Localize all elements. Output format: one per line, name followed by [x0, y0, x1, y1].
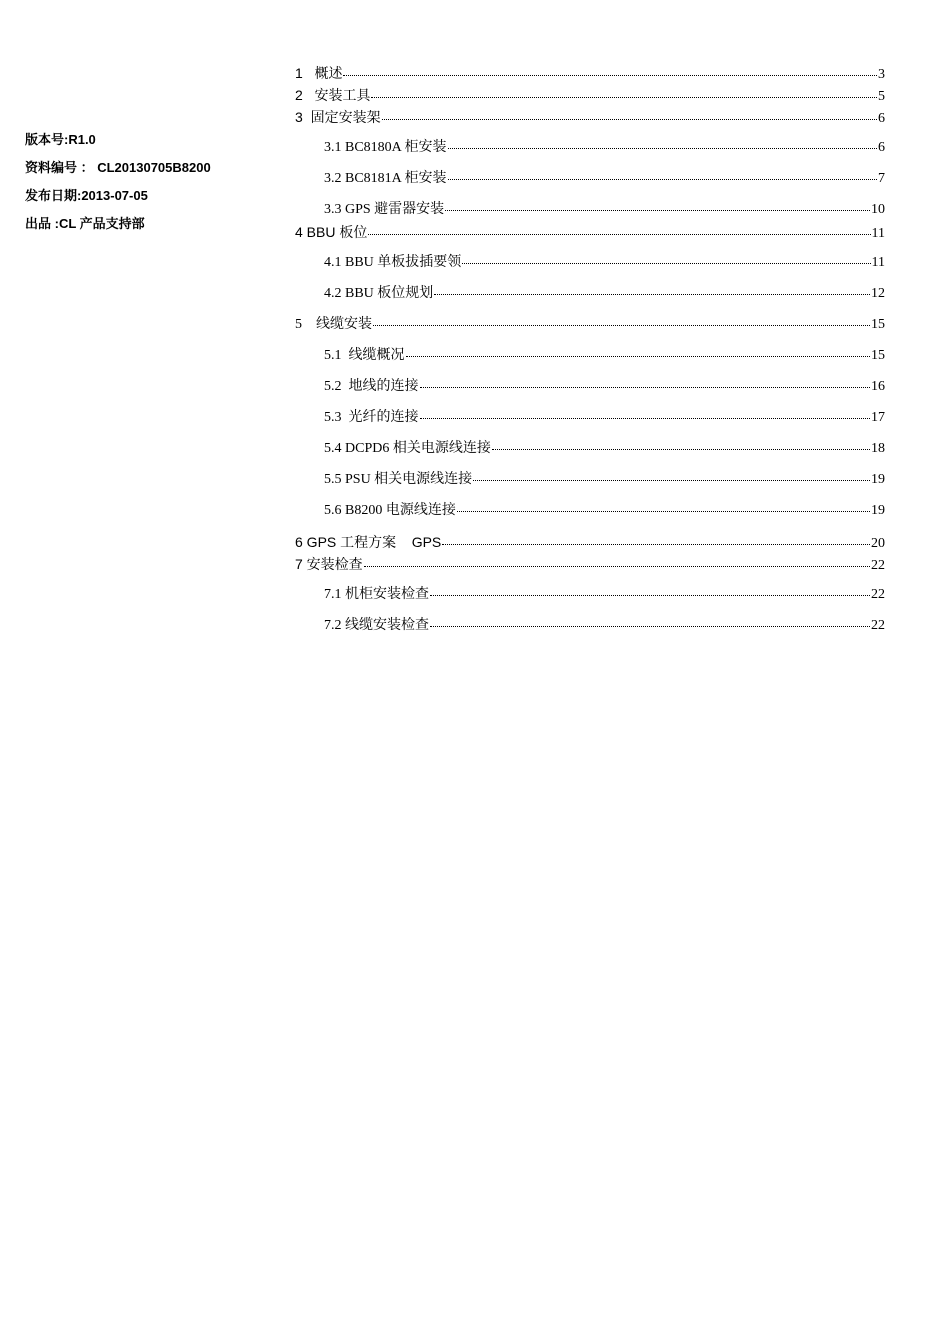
dot-leader	[448, 170, 877, 182]
toc-entry-title: 3.2 BC8181A 柜安装	[324, 171, 447, 186]
toc-entry-page: 19	[871, 503, 885, 518]
toc-entry-title: 5.1 线缆概况	[324, 348, 405, 363]
toc-entry-5-5[interactable]	[295, 469, 885, 500]
toc-entry-page: 10	[871, 202, 885, 217]
dot-leader	[462, 254, 870, 266]
toc-entry-page: 15	[871, 348, 885, 363]
dot-leader	[382, 110, 877, 122]
toc-entry-title: 4.2 BBU 板位规划	[324, 286, 434, 301]
dot-leader	[430, 586, 870, 598]
toc-entry-4-2[interactable]	[295, 283, 885, 314]
toc-entry-3[interactable]	[295, 106, 885, 128]
toc-entry-1[interactable]	[295, 62, 885, 84]
toc-entry-page: 7	[878, 171, 885, 186]
dot-leader	[371, 88, 877, 100]
dot-leader	[448, 139, 877, 151]
toc-entry-page: 17	[871, 410, 885, 425]
toc-entry-page: 5	[878, 89, 885, 104]
toc-entry-title: 7.1 机柜安装检查	[324, 587, 429, 602]
dot-leader	[445, 201, 870, 213]
publisher-label: 出品 :CL 产品支持部	[25, 216, 145, 231]
toc-entry-title: 5.2 地线的连接	[324, 379, 419, 394]
toc-entry-page: 16	[871, 379, 885, 394]
version-label: 版本号:R1.0	[25, 132, 96, 147]
dot-leader	[420, 378, 871, 390]
toc-entry-title: 7.2 线缆安装检查	[324, 618, 429, 633]
document-metadata	[25, 130, 211, 242]
toc-entry-title: 3 固定安装架	[295, 109, 381, 125]
release-date-label: 发布日期:2013-07-05	[25, 188, 148, 203]
dot-leader	[364, 557, 870, 569]
toc-entry-page: 6	[878, 111, 885, 126]
toc-entry-5[interactable]	[295, 314, 885, 345]
toc-entry-page: 15	[871, 317, 885, 332]
toc-entry-title: 6 GPS 工程方案 GPS	[295, 534, 442, 550]
dot-leader	[343, 66, 877, 78]
toc-entry-title: 5.5 PSU 相关电源线连接	[324, 472, 473, 487]
dot-leader	[473, 471, 870, 483]
toc-entry-5-3[interactable]	[295, 407, 885, 438]
toc-entry-3-1[interactable]	[295, 128, 885, 159]
toc-entry-3-2[interactable]	[295, 159, 885, 190]
dot-leader	[442, 535, 870, 547]
dot-leader	[368, 225, 870, 237]
toc-entry-page: 22	[871, 558, 885, 573]
toc-entry-page: 6	[878, 140, 885, 155]
toc-entry-title: 1 概述	[295, 65, 343, 81]
toc-entry-page: 18	[871, 441, 885, 456]
dot-leader	[492, 440, 870, 452]
toc-entry-title: 4.1 BBU 单板拔插要领	[324, 255, 462, 270]
toc-entry-title: 5 线缆安装	[295, 317, 372, 332]
table-of-contents	[295, 62, 885, 646]
toc-entry-title: 5.4 DCPD6 相关电源线连接	[324, 441, 491, 456]
toc-entry-page: 11	[871, 255, 885, 270]
toc-entry-3-3[interactable]	[295, 190, 885, 221]
toc-entry-page: 12	[871, 286, 885, 301]
toc-entry-6[interactable]	[295, 531, 885, 553]
toc-entry-page: 20	[871, 536, 885, 551]
document-number-label: 资料编号 ： CL20130705B8200	[25, 160, 211, 175]
dot-leader	[373, 316, 870, 328]
toc-entry-5-6[interactable]	[295, 500, 885, 531]
toc-entry-4[interactable]	[295, 221, 885, 252]
toc-entry-title: 3.3 GPS 避雷器安装	[324, 202, 445, 217]
dot-leader	[406, 347, 871, 359]
toc-entry-page: 3	[878, 67, 885, 82]
dot-leader	[457, 502, 870, 514]
dot-leader	[420, 409, 871, 421]
toc-entry-7-1[interactable]	[295, 584, 885, 615]
toc-entry-page: 19	[871, 472, 885, 487]
toc-entry-2[interactable]	[295, 84, 885, 106]
toc-entry-page: 22	[871, 618, 885, 633]
dot-leader	[434, 285, 870, 297]
toc-entry-title: 5.6 B8200 电源线连接	[324, 503, 456, 518]
toc-entry-4-1[interactable]	[295, 252, 885, 283]
toc-entry-page: 22	[871, 587, 885, 602]
toc-entry-5-2[interactable]	[295, 376, 885, 407]
dot-leader	[430, 617, 870, 629]
toc-entry-page: 11	[871, 226, 885, 241]
toc-entry-title: 7 安装检查	[295, 556, 363, 572]
toc-entry-7[interactable]	[295, 553, 885, 584]
toc-entry-7-2[interactable]	[295, 615, 885, 646]
toc-entry-title: 3.1 BC8180A 柜安装	[324, 140, 447, 155]
toc-entry-5-4[interactable]	[295, 438, 885, 469]
toc-entry-title: 5.3 光纤的连接	[324, 410, 419, 425]
toc-entry-5-1[interactable]	[295, 345, 885, 376]
toc-entry-title: 4 BBU 板位	[295, 224, 368, 240]
toc-entry-title: 2 安装工具	[295, 87, 371, 103]
